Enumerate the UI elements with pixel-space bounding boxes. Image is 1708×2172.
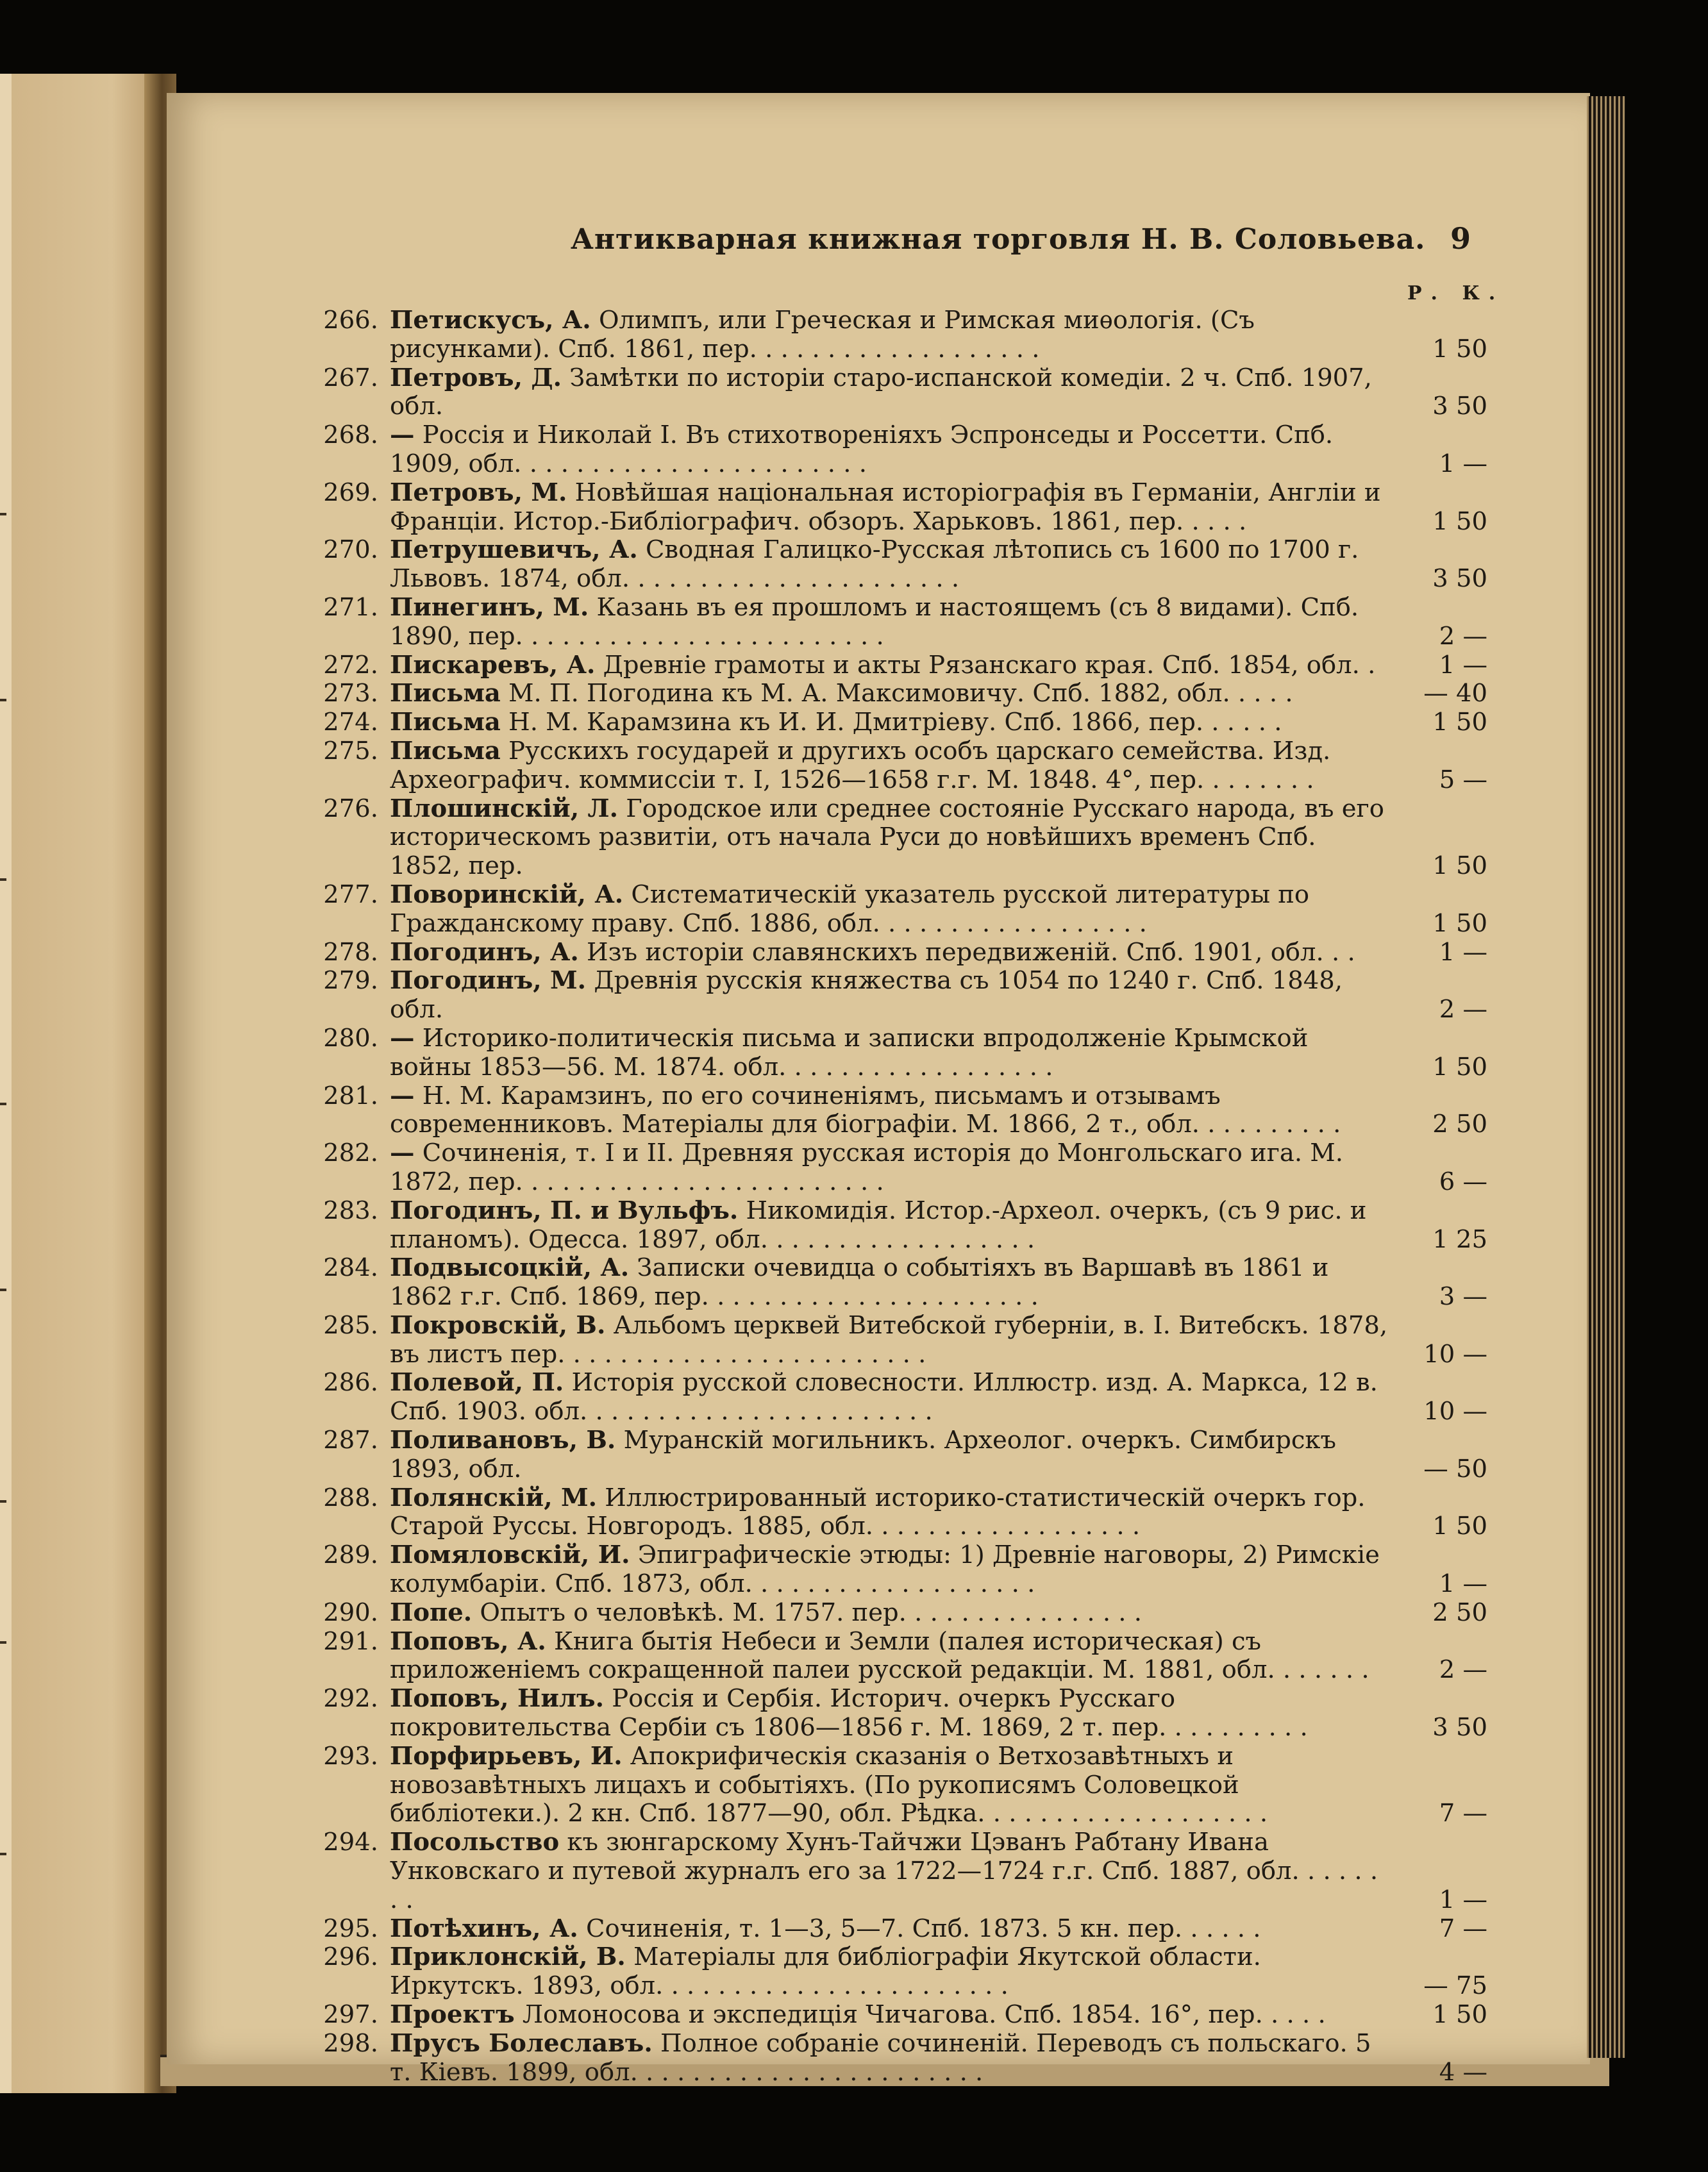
entry-description <box>390 1312 1393 1369</box>
entry-number: 283. <box>323 1196 378 1225</box>
entry-description <box>390 737 1393 795</box>
left-page-edge <box>0 74 12 2093</box>
entry-description <box>390 1024 1393 1082</box>
entry-number: 297. <box>323 2000 378 2030</box>
entry-text: Альбомъ церквей Витебской губерніи, в. I. Витебскъ. 1878, въ листъ пер. . . . . . . . . . . . . . . . . . . . . . . . <box>390 1310 1388 1369</box>
entry-number: 284. <box>323 1253 378 1283</box>
catalog-entry <box>321 2030 1487 2087</box>
entry-number: 278. <box>323 937 378 967</box>
entry-number: 272. <box>323 650 378 680</box>
entry-price: 1 — <box>1439 937 1487 967</box>
margin-mark <box>0 1641 6 1644</box>
entry-price: 1 50 <box>1432 1512 1487 1541</box>
entry-description <box>390 1254 1393 1312</box>
entry-price: 2 50 <box>1432 1110 1487 1139</box>
entry-number: 274. <box>323 708 378 737</box>
page-number: 9 <box>1450 221 1471 256</box>
entry-price: 1 50 <box>1432 708 1487 737</box>
entry-number: 288. <box>323 1483 378 1512</box>
entry-description <box>390 1628 1393 1685</box>
margin-mark <box>0 699 6 701</box>
catalog-entry <box>321 708 1487 737</box>
entry-description <box>390 967 1393 1024</box>
entry-text: Полное собраніе сочиненій. Переводъ съ польскаго. 5 т. Кіевъ. 1899, обл. . . . . . . . . . . . . . . . . . . . . . . <box>390 2028 1371 2087</box>
entry-number: 275. <box>323 736 378 765</box>
entry-text: Россія и Сербія. Историч. очеркъ Русскаго покровительства Сербіи съ 1806—1856 г. М. 1869, 2 т. пер. . . . . . . . . . <box>390 1684 1308 1742</box>
margin-mark <box>0 1500 6 1503</box>
entry-text: Н. М. Карамзинъ, по его сочиненіямъ, письмамъ и отзывамъ современниковъ. Матеріалы для біографіи. М. 1866, 2 т., обл. . . . . . . . . . <box>390 1081 1341 1139</box>
entry-price: 3 50 <box>1432 564 1487 594</box>
entry-number: 298. <box>323 2028 378 2058</box>
entry-author: Проектъ <box>390 2000 515 2030</box>
margin-mark <box>0 878 6 881</box>
currency-column-header: Р. К. <box>1407 282 1505 305</box>
entry-text: Исторія русской словесности. Иллюстр. изд. А. Маркса, 12 в. Спб. 1903. обл. . . . . . . . . . . . . . . . . . . . . . . <box>390 1368 1378 1426</box>
entry-description <box>390 651 1393 680</box>
catalog-entry <box>321 1197 1487 1255</box>
entry-author: Петрушевичъ, А. <box>390 535 638 565</box>
entry-price: 1 — <box>1439 449 1487 478</box>
entry-author: Письма <box>390 708 501 737</box>
entry-author: Покровскій, В. <box>390 1310 606 1340</box>
catalog-entry <box>321 967 1487 1024</box>
entry-description <box>390 479 1393 537</box>
entry-text: Городское или среднее состояніе Русскаго народа, въ его историческомъ развитіи, отъ начала Руси до новѣйшихъ временъ Спб. 1852, пер. <box>390 794 1384 881</box>
entry-price: 2 50 <box>1432 1598 1487 1627</box>
entry-author: Поворинскій, А. <box>390 880 624 909</box>
entry-description <box>390 1541 1393 1599</box>
entry-author: — <box>390 1023 415 1053</box>
running-title: Антикварная книжная торговля Н. В. Соловьева. <box>571 223 1426 256</box>
entry-price: 1 — <box>1439 1885 1487 1914</box>
catalog-entry <box>321 594 1487 651</box>
margin-mark <box>0 1289 6 1291</box>
catalog-entry <box>321 795 1487 881</box>
entry-description <box>390 1426 1393 1484</box>
entry-price: — 40 <box>1423 679 1487 708</box>
entry-author: Полянскій, М. <box>390 1483 598 1512</box>
entry-text: Систематическій указатель русской литературы по Гражданскому праву. Спб. 1886, обл. . . . . . . . . . . . . . . . . . <box>390 880 1310 938</box>
entry-text: Сочиненія, т. I и II. Древняя русская исторія до Монгольскаго ига. М. 1872, пер. . . . . . . . . . . . . . . . . . . . . . . . <box>390 1139 1343 1196</box>
catalog-entry <box>321 421 1487 479</box>
catalog-entry <box>321 1139 1487 1197</box>
catalog-entry <box>321 536 1487 594</box>
entry-text: Замѣтки по исторіи старо-испанской комедіи. 2 ч. Спб. 1907, обл. <box>390 363 1372 421</box>
entry-text: Апокрифическія сказанія о Ветхозавѣтныхъ и новозавѣтныхъ лицахъ и событіяхъ. (По рукописямъ Соловецкой библіотеки.). 2 кн. Спб. 1877—90, обл. Рѣдка. . . . . . . . . . . . . . . . . . . <box>390 1741 1268 1828</box>
catalog-entry <box>321 881 1487 939</box>
catalog-entry <box>321 1312 1487 1369</box>
entry-author: — <box>390 1139 415 1168</box>
entry-author: Помяловскій, И. <box>390 1541 630 1570</box>
entry-text: М. П. Погодина къ М. А. Максимовичу. Спб. 1882, обл. . . . . <box>500 679 1293 708</box>
entry-description <box>390 594 1393 651</box>
catalog-entry <box>321 2001 1487 2030</box>
catalog-entry <box>321 1082 1487 1140</box>
entry-author: Прусъ Болеславъ. <box>390 2028 653 2058</box>
entry-number: 266. <box>323 306 378 335</box>
entry-author: Попе. <box>390 1598 473 1627</box>
entry-description <box>390 1599 1393 1628</box>
entry-author: Письма <box>390 736 501 765</box>
entry-text: Записки очевидца о событіяхъ въ Варшавѣ въ 1861 и 1862 г.г. Спб. 1869, пер. . . . . . . . . . . . . . . . . . . . . . <box>390 1253 1329 1312</box>
entry-text: Матеріалы для библіографіи Якутской области. Иркутскъ. 1893, обл. . . . . . . . . . . . . . . . . . . . . . . <box>390 1942 1261 2001</box>
entry-author: Письма <box>390 679 501 708</box>
entry-description <box>390 536 1393 594</box>
entry-description <box>390 1828 1393 1914</box>
entry-number: 268. <box>323 421 378 450</box>
entry-number: 270. <box>323 535 378 565</box>
entry-description <box>390 1369 1393 1426</box>
entry-number: 287. <box>323 1426 378 1455</box>
entry-text: къ зюнгарскому Хунъ-Тайчжи Цэванъ Рабтану Ивана Унковскаго и путевой журналъ его за 1722—1724 г.г. Спб. 1887, обл. . . . . . . . <box>390 1828 1378 1914</box>
entry-number: 289. <box>323 1541 378 1570</box>
catalog-entry <box>321 1024 1487 1082</box>
entry-description <box>390 939 1393 967</box>
entry-number: 271. <box>323 592 378 622</box>
entry-description <box>390 1915 1393 1944</box>
entry-text: Казань въ ея прошломъ и настоящемъ (съ 8 видами). Спб. 1890, пер. . . . . . . . . . . . . . . . . . . . . . . . <box>390 592 1359 651</box>
entry-author: Петровъ, М. <box>390 478 567 507</box>
catalog-entry <box>321 1599 1487 1628</box>
entry-description <box>390 1943 1393 2001</box>
entry-price: 6 — <box>1439 1167 1487 1196</box>
catalog-entry <box>321 680 1487 708</box>
entry-text: Никомидія. Истор.-Археол. очеркъ, (съ 9 рис. и планомъ). Одесса. 1897, обл. . . . . . . . . . . . . . . . . . <box>390 1196 1367 1254</box>
entry-description <box>390 1742 1393 1828</box>
entry-number: 280. <box>323 1023 378 1053</box>
catalog-entry <box>321 1541 1487 1599</box>
entry-author: Поливановъ, В. <box>390 1426 616 1455</box>
entry-price: 10 — <box>1423 1339 1487 1369</box>
entry-author: Приклонскій, В. <box>390 1942 626 1972</box>
entry-description <box>390 364 1393 422</box>
entry-price: 7 — <box>1439 1914 1487 1943</box>
entry-description <box>390 1139 1393 1197</box>
entry-description <box>390 680 1393 708</box>
entry-author: Поповъ, А. <box>390 1626 546 1656</box>
entry-description <box>390 1484 1393 1542</box>
entry-number: 296. <box>323 1942 378 1972</box>
entry-price: 1 50 <box>1432 851 1487 881</box>
entry-author: — <box>390 421 415 450</box>
entry-text: Ломоносова и экспедиція Чичагова. Спб. 1854. 16°, пер. . . . . <box>514 2000 1326 2030</box>
catalog-entry <box>321 1426 1487 1484</box>
entry-author: Погодинъ, А. <box>390 937 579 967</box>
entry-text: Олимпъ, или Греческая и Римская миѳологія. (Съ рисунками). Спб. 1861, пер. . . . . . . . . . . . . . . . . . . <box>390 306 1255 363</box>
entry-price: — 50 <box>1423 1454 1487 1483</box>
entry-description <box>390 306 1393 364</box>
catalog-entry <box>321 1628 1487 1685</box>
entry-price: 1 50 <box>1432 506 1487 536</box>
entry-text: Муранскій могильникъ. Археолог. очеркъ. Симбирскъ 1893, обл. <box>390 1426 1336 1483</box>
entry-text: Русскихъ государей и другихъ особъ царскаго семейства. Изд. Археографич. коммиссіи т. I, 1526—1658 г.г. М. 1848. 4°, пер. . . . . . . . <box>390 736 1331 794</box>
catalog-entry <box>321 1254 1487 1312</box>
entry-price: 5 — <box>1439 765 1487 794</box>
entry-price: 1 25 <box>1432 1224 1487 1254</box>
catalog-entry <box>321 1742 1487 1828</box>
entry-description <box>390 708 1393 737</box>
entry-price: 1 50 <box>1432 1052 1487 1082</box>
margin-mark <box>0 513 6 515</box>
entry-description <box>390 2030 1393 2087</box>
entry-author: Петровъ, Д. <box>390 363 562 392</box>
entry-number: 294. <box>323 1828 378 1857</box>
catalog-entry <box>321 1685 1487 1742</box>
entry-price: 2 — <box>1439 1655 1487 1685</box>
entry-number: 290. <box>323 1598 378 1627</box>
entry-number: 273. <box>323 679 378 708</box>
entry-author: Петискусъ, А. <box>390 306 591 335</box>
entry-price: 1 — <box>1439 1569 1487 1599</box>
entry-number: 292. <box>323 1684 378 1714</box>
entry-price: 1 50 <box>1432 2000 1487 2030</box>
entry-number: 267. <box>323 363 378 392</box>
catalog-entry <box>321 651 1487 680</box>
entry-text: Новѣйшая національная исторіографія въ Германіи, Англіи и Франціи. Истор.-Библіографич. обзоръ. Харьковъ. 1861, пер. . . . . <box>390 478 1381 536</box>
entry-number: 291. <box>323 1626 378 1656</box>
entry-text: Опытъ о человѣкѣ. М. 1757. пер. . . . . . . . . . . . . . . . <box>472 1598 1143 1627</box>
catalog-entry <box>321 737 1487 795</box>
catalog-entry <box>321 479 1487 537</box>
entry-text: Изъ исторіи славянскихъ передвиженій. Спб. 1901, обл. . . <box>578 937 1355 967</box>
entry-description <box>390 2001 1393 2030</box>
catalog-entry <box>321 1915 1487 1944</box>
entry-author: Пискаревъ, А. <box>390 650 596 680</box>
catalog-entry <box>321 1369 1487 1426</box>
entry-price: 1 50 <box>1432 908 1487 938</box>
entry-price: 10 — <box>1423 1397 1487 1426</box>
entry-author: Потѣхинъ, А. <box>390 1914 578 1943</box>
entry-price: 7 — <box>1439 1799 1487 1828</box>
page-edges <box>1587 96 1625 2058</box>
entry-author: Погодинъ, П. и Вульфъ. <box>390 1196 739 1225</box>
entry-author: — <box>390 1081 415 1110</box>
entry-number: 279. <box>323 966 378 996</box>
entry-price: 4 — <box>1439 2057 1487 2087</box>
entry-text: Н. М. Карамзина къ И. И. Дмитріеву. Спб. 1866, пер. . . . . . <box>500 708 1282 737</box>
entry-author: Посольство <box>390 1828 560 1857</box>
catalog-entry <box>321 306 1487 364</box>
entry-price: 2 — <box>1439 995 1487 1024</box>
catalog-entry <box>321 1828 1487 1914</box>
entry-description <box>390 881 1393 939</box>
entry-price: 1 50 <box>1432 334 1487 363</box>
entry-number: 286. <box>323 1368 378 1398</box>
entry-author: Поповъ, Нилъ. <box>390 1684 604 1714</box>
entry-price: 3 — <box>1439 1282 1487 1312</box>
entry-price: — 75 <box>1423 1971 1487 2001</box>
entry-number: 276. <box>323 794 378 823</box>
catalog-entries <box>321 306 1487 2087</box>
catalog-entry <box>321 939 1487 967</box>
entry-author: Подвысоцкій, А. <box>390 1253 630 1283</box>
entry-text: Сочиненія, т. 1—3, 5—7. Спб. 1873. 5 кн. пер. . . . . . <box>578 1914 1261 1943</box>
entry-text: Сводная Галицко-Русская лѣтопись съ 1600 по 1700 г. Львовъ. 1874, обл. . . . . . . . . . . . . . . . . . . . . . <box>390 535 1359 594</box>
entry-author: Плошинскій, Л. <box>390 794 618 823</box>
margin-mark <box>0 1853 6 1855</box>
entry-number: 295. <box>323 1914 378 1943</box>
catalog-entry <box>321 1943 1487 2001</box>
entry-number: 285. <box>323 1310 378 1340</box>
entry-text: Россія и Николай I. Въ стихотвореніяхъ Эспронседы и Россетти. Спб. 1909, обл. . . . . . . . . . . . . . . . . . . . . . . <box>390 421 1334 478</box>
entry-text: Эпиграфическіе этюды: 1) Древніе наговоры, 2) Римскіе колумбаріи. Спб. 1873, обл. . . . . . . . . . . . . . . . . . . <box>390 1541 1380 1599</box>
entry-description <box>390 421 1393 479</box>
entry-number: 277. <box>323 880 378 909</box>
entry-number: 269. <box>323 478 378 507</box>
entry-number: 293. <box>323 1741 378 1771</box>
catalog-entry <box>321 364 1487 422</box>
entry-price: 3 50 <box>1432 392 1487 421</box>
entry-description <box>390 1685 1393 1742</box>
margin-mark <box>0 1103 6 1105</box>
entry-author: Погодинъ, М. <box>390 966 587 996</box>
entry-price: 3 50 <box>1432 1713 1487 1742</box>
left-page <box>0 74 160 2093</box>
entry-text: Иллюстрированный историко-статистическій очеркъ гор. Старой Руссы. Новгородъ. 1885, обл. . . . . . . . . . . . . . . . . . <box>390 1483 1366 1541</box>
entry-number: 281. <box>323 1081 378 1110</box>
entry-price: 2 — <box>1439 621 1487 651</box>
entry-author: Порфирьевъ, И. <box>390 1741 623 1771</box>
entry-text: Книга бытія Небеси и Земли (палея историческая) съ приложеніемъ сокращенной палеи русской редакціи. М. 1881, обл. . . . . . . <box>390 1626 1369 1685</box>
entry-description <box>390 1082 1393 1140</box>
entry-author: Пинегинъ, М. <box>390 592 589 622</box>
entry-description <box>390 795 1393 881</box>
entry-price: 1 — <box>1439 650 1487 680</box>
entry-text: Древніе грамоты и акты Рязанскаго края. Спб. 1854, обл. . <box>595 650 1376 680</box>
entry-number: 282. <box>323 1139 378 1168</box>
catalog-entry <box>321 1484 1487 1542</box>
entry-text: Историко-политическія письма и записки впродолженіе Крымской войны 1853—56. М. 1874. обл. . . . . . . . . . . . . . . . . . <box>390 1023 1309 1082</box>
entry-author: Полевой, П. <box>390 1368 564 1398</box>
entry-text: Древнія русскія княжества съ 1054 по 1240 г. Спб. 1848, обл. <box>390 966 1343 1024</box>
entry-description <box>390 1197 1393 1255</box>
